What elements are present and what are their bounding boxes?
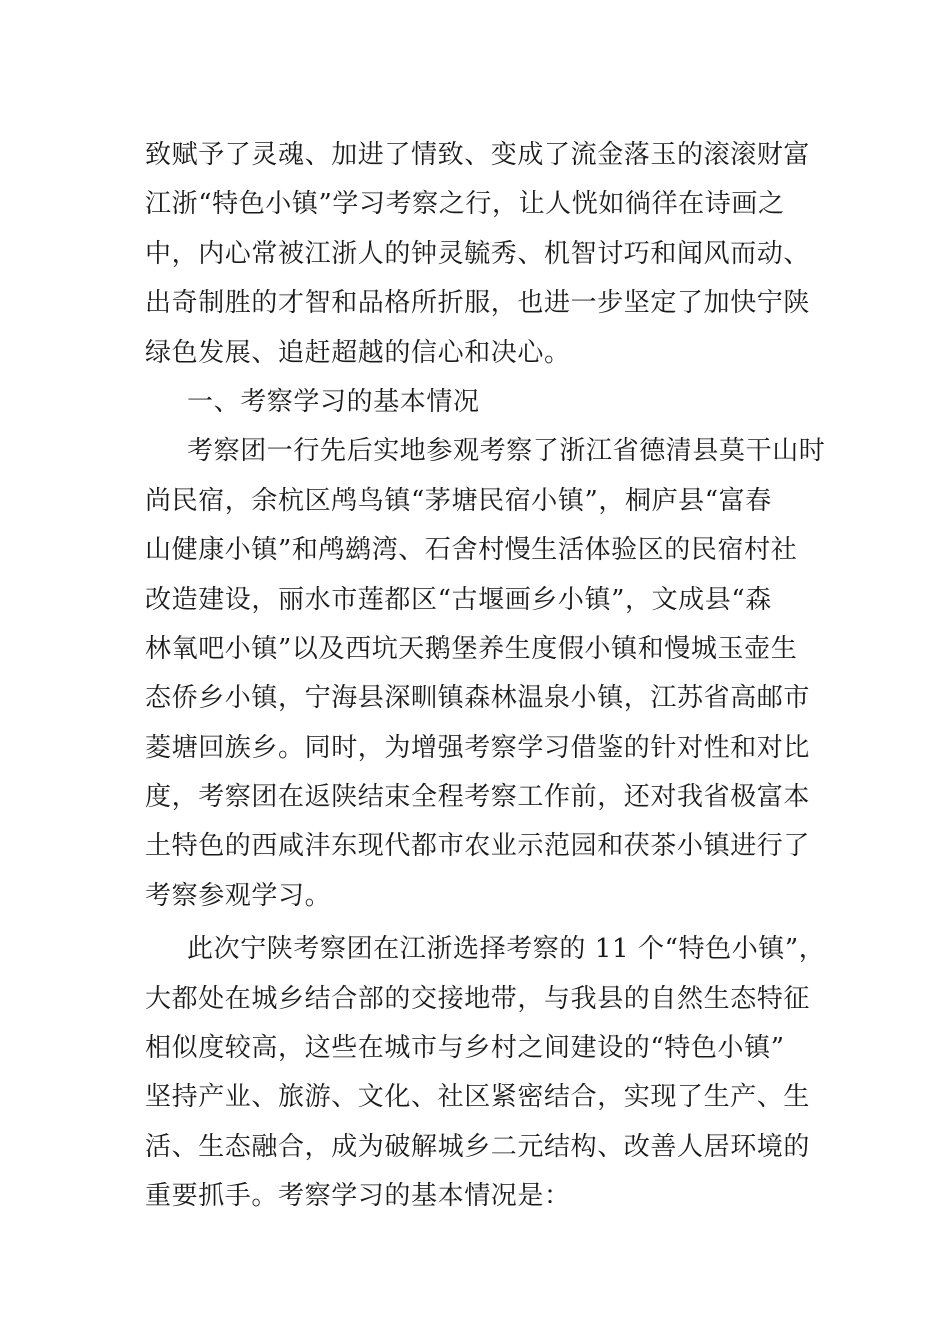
text-line: 土特色的西咸沣东现代都市农业示范园和茯茶小镇进行了 xyxy=(145,831,811,862)
text-line: 考察参观学习。 xyxy=(145,880,332,911)
document-body xyxy=(145,131,825,1222)
text-line: 江浙“特色小镇”学习考察之行，让人恍如徜徉在诗画之 xyxy=(145,189,785,220)
text-line: 相似度较高，这些在城市与乡村之间建设的“特色小镇” xyxy=(145,1033,785,1064)
text-line: 重要抓手。考察学习的基本情况是： xyxy=(145,1181,571,1212)
text-line: 态侨乡小镇，宁海县深甽镇森林温泉小镇，江苏省高邮市 xyxy=(145,683,811,714)
text-line: 中，内心常被江浙人的钟灵毓秀、机智讨巧和闻风而动、 xyxy=(145,238,811,269)
text-line: 绿色发展、追赶超越的信心和决心。 xyxy=(145,337,571,368)
text-line: 此次宁陕考察团在江浙选择考察的 11 个“特色小镇”， xyxy=(187,934,826,965)
text-line: 尚民宿，余杭区鸬鸟镇“茅塘民宿小镇”，桐庐县“富春 xyxy=(145,485,772,516)
text-line: 改造建设，丽水市莲都区“古堰画乡小镇”，文成县“森 xyxy=(145,584,772,615)
text-line: 活、生态融合，成为破解城乡二元结构、改善人居环境的 xyxy=(145,1131,811,1162)
text-line: 菱塘回族乡。同时，为增强考察学习借鉴的针对性和对比 xyxy=(145,732,811,763)
text-line: 度，考察团在返陕结束全程考察工作前，还对我省极富本 xyxy=(145,782,811,813)
text-line: 考察团一行先后实地参观考察了浙江省德清县莫干山时 xyxy=(187,436,826,467)
text-line: 山健康小镇”和鸬鹚湾、石舍村慢生活体验区的民宿村社 xyxy=(145,535,798,566)
text-line: 林氧吧小镇”以及西坑天鹅堡养生度假小镇和慢城玉壶生 xyxy=(145,633,798,664)
text-line: 出奇制胜的才智和品格所折服，也进一步坚定了加快宁陕 xyxy=(145,288,811,319)
text-line: 大都处在城乡结合部的交接地带，与我县的自然生态特征 xyxy=(145,983,811,1014)
text-line: 坚持产业、旅游、文化、社区紧密结合，实现了生产、生 xyxy=(145,1082,811,1113)
section-heading: 一、考察学习的基本情况 xyxy=(187,386,480,417)
text-line: 致赋予了灵魂、加进了情致、变成了流金落玉的滚滚财富 xyxy=(145,140,811,170)
